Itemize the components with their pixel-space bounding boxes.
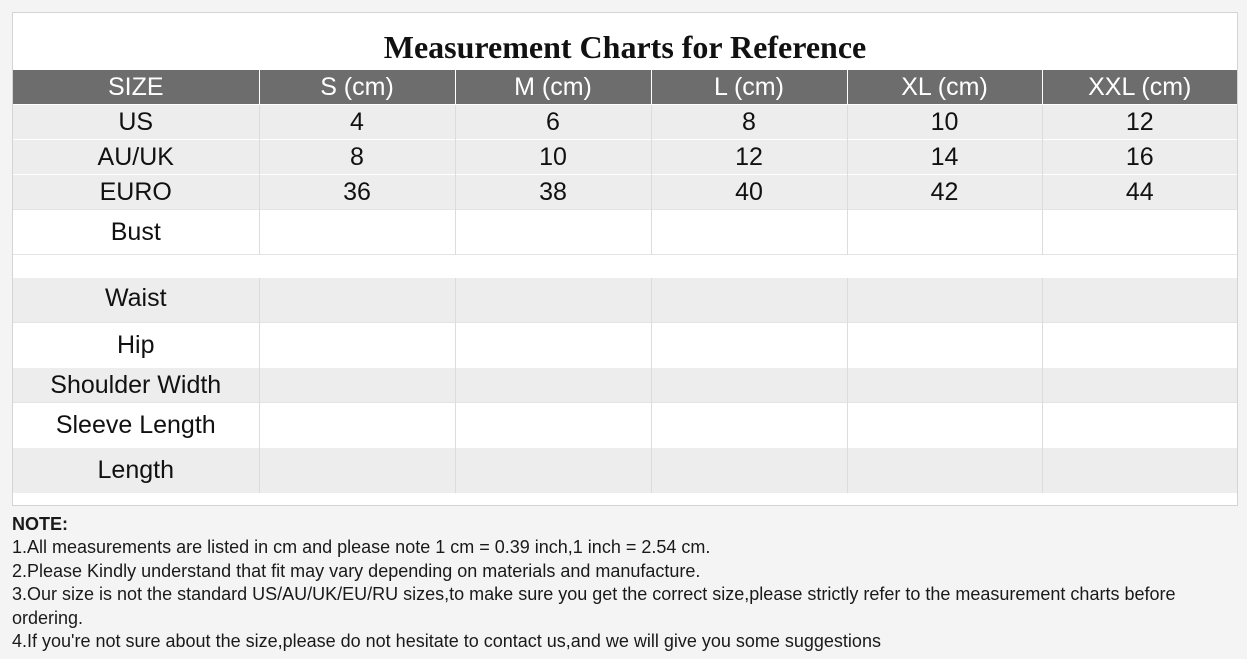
spacer-cell [13,255,1237,278]
table-cell [651,323,847,368]
table-cell [847,403,1042,448]
table-cell [651,368,847,403]
row-label: AU/UK [13,140,259,175]
table-cell [1042,448,1237,493]
table-row-us [13,105,1237,140]
header-xl: XL (cm) [847,70,1042,105]
row-label: Shoulder Width [13,368,259,403]
table-cell [847,323,1042,368]
header-l: L (cm) [651,70,847,105]
table-cell [1042,278,1237,323]
table-cell: 12 [651,140,847,175]
table-cell [455,323,651,368]
table-cell: 16 [1042,140,1237,175]
table-cell [1042,210,1237,255]
table-cell: 4 [259,105,455,140]
table-cell [651,278,847,323]
note-item: 4.If you're not sure about the size,please do not hesitate to contact us,and we will give you some suggestions [12,631,881,651]
table-cell: 14 [847,140,1042,175]
table-row-hip [13,323,1237,368]
table-row-bust [13,210,1237,255]
table-cell [259,323,455,368]
table-cell [1042,323,1237,368]
notes-section [12,512,1238,654]
table-row-shoulder-width [13,368,1237,403]
table-cell [847,368,1042,403]
table-cell [259,403,455,448]
table-cell: 10 [847,105,1042,140]
table-row-length [13,448,1237,493]
header-row [13,70,1237,105]
header-m: M (cm) [455,70,651,105]
row-label: US [13,105,259,140]
spacer-row [13,255,1237,278]
table-cell [651,448,847,493]
table-cell [259,210,455,255]
table-cell [847,210,1042,255]
table-cell [455,368,651,403]
table-cell [1042,403,1237,448]
table-row-euro [13,175,1237,210]
table-cell: 36 [259,175,455,210]
table-cell [259,368,455,403]
table-cell [455,278,651,323]
table-cell: 12 [1042,105,1237,140]
table-cell [651,210,847,255]
table-cell [259,448,455,493]
chart-title: Measurement Charts for Reference [383,29,867,65]
note-item: 3.Our size is not the standard US/AU/UK/EU/RU sizes,to make sure you get the correct size,please strictly refer to the measurement charts before ordering. [12,584,1176,628]
note-item: 2.Please Kindly understand that fit may vary depending on materials and manufacture. [12,560,701,581]
table-cell: 38 [455,175,651,210]
table-cell: 10 [455,140,651,175]
row-label: Sleeve Length [13,403,259,448]
table-cell [455,210,651,255]
table-cell: 8 [651,105,847,140]
note-item: 1.All measurements are listed in cm and please note 1 cm = 0.39 inch,1 inch = 2.54 cm. [12,537,711,557]
table-cell [455,448,651,493]
table-cell: 6 [455,105,651,140]
table-cell [259,278,455,323]
notes-heading: NOTE: [12,514,68,534]
header-size: SIZE [13,70,259,105]
table-cell [1042,368,1237,403]
table-cell: 44 [1042,175,1237,210]
row-label: Waist [13,278,259,323]
header-xxl: XXL (cm) [1042,70,1237,105]
row-label: Hip [13,323,259,368]
row-label: EURO [13,175,259,210]
table-cell [455,403,651,448]
table-cell: 8 [259,140,455,175]
table-cell [651,403,847,448]
row-label: Bust [13,210,259,255]
table-row-au-uk [13,140,1237,175]
table-cell [847,448,1042,493]
table-cell: 42 [847,175,1042,210]
header-s: S (cm) [259,70,455,105]
table-row-sleeve-length [13,403,1237,448]
table-cell [847,278,1042,323]
row-label: Length [13,448,259,493]
table-row-waist [13,278,1237,323]
size-chart-sheet [12,12,1238,506]
table-cell: 40 [651,175,847,210]
measurement-table [13,70,1237,493]
